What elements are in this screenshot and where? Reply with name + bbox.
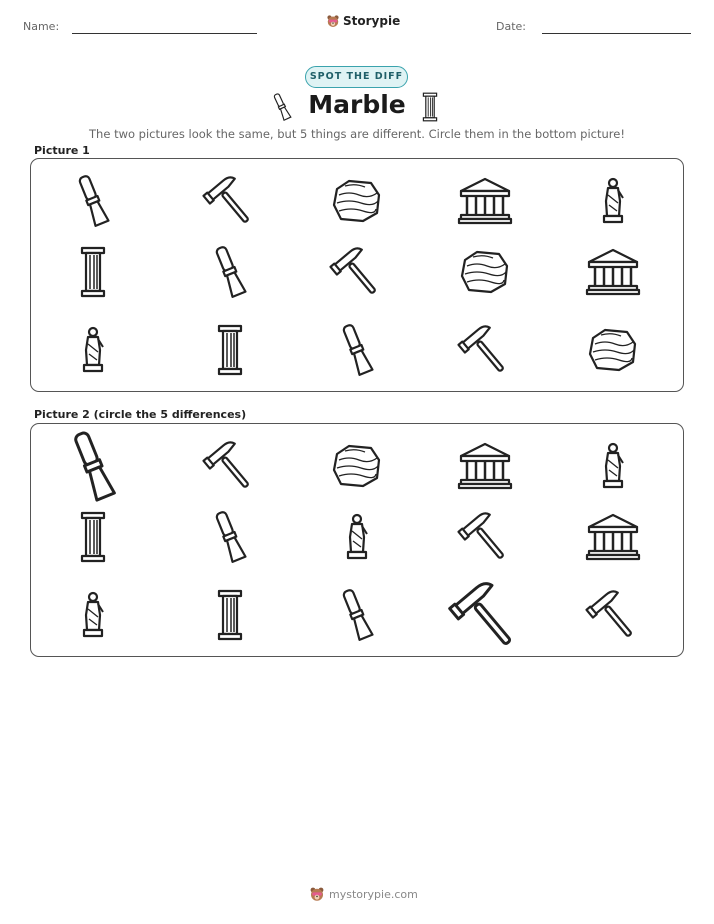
marble-block-icon <box>455 242 515 302</box>
grid-cell[interactable] <box>200 585 260 645</box>
marble-block-icon <box>327 171 387 231</box>
grid-cell[interactable] <box>63 242 123 302</box>
hammer-icon <box>445 575 526 656</box>
temple-icon <box>455 436 515 496</box>
column-icon <box>200 320 260 380</box>
grid-cell[interactable] <box>63 585 123 645</box>
grid-cell[interactable] <box>327 320 387 380</box>
grid-cell[interactable] <box>200 436 260 496</box>
marble-block-icon <box>327 436 387 496</box>
picture-2-label: Picture 2 (circle the 5 differences) <box>34 408 247 421</box>
grid-cell[interactable] <box>200 242 260 302</box>
grid-cell[interactable] <box>200 507 260 567</box>
brand-logo <box>326 14 400 28</box>
spot-the-diff-badge: SPOT THE DIFF <box>305 66 408 88</box>
grid-cell[interactable] <box>63 320 123 380</box>
grid-cell[interactable] <box>455 171 515 231</box>
column-icon <box>420 92 440 122</box>
grid-cell[interactable] <box>53 426 134 507</box>
name-line[interactable] <box>72 33 257 34</box>
picture-1-label: Picture 1 <box>34 144 90 157</box>
grid-cell[interactable] <box>583 585 643 645</box>
name-label: Name: <box>23 20 60 33</box>
chisel-icon <box>200 507 260 567</box>
grid-cell[interactable] <box>455 507 515 567</box>
hammer-icon <box>327 242 387 302</box>
hammer-icon <box>455 320 515 380</box>
grid-cell[interactable] <box>583 320 643 380</box>
grid-cell[interactable] <box>583 171 643 231</box>
grid-cell[interactable] <box>200 320 260 380</box>
grid-cell[interactable] <box>455 320 515 380</box>
grid-cell[interactable] <box>327 242 387 302</box>
footer <box>309 886 418 902</box>
storypie-bear-icon <box>309 886 325 902</box>
chisel-icon <box>327 320 387 380</box>
grid-cell[interactable] <box>583 507 643 567</box>
grid-cell[interactable] <box>455 436 515 496</box>
grid-cell[interactable] <box>583 436 643 496</box>
storypie-bear-icon <box>326 14 340 28</box>
hammer-icon <box>200 436 260 496</box>
chisel-icon <box>63 171 123 231</box>
footer-site: mystorypie.com <box>329 887 418 901</box>
grid-cell[interactable] <box>327 436 387 496</box>
grid-cell[interactable] <box>327 171 387 231</box>
grid-cell[interactable] <box>327 507 387 567</box>
hammer-icon <box>455 507 515 567</box>
date-line[interactable] <box>542 33 691 34</box>
temple-icon <box>583 242 643 302</box>
grid-cell[interactable] <box>63 507 123 567</box>
statue-icon <box>583 171 643 231</box>
grid-cell[interactable] <box>200 171 260 231</box>
worksheet-title: Marble <box>308 90 406 119</box>
chisel-icon <box>327 585 387 645</box>
grid-cell[interactable] <box>63 171 123 231</box>
column-icon <box>200 585 260 645</box>
instructions: The two pictures look the same, but 5 things are different. Circle them in the bottom picture! <box>89 127 625 141</box>
statue-icon <box>583 436 643 496</box>
hammer-icon <box>583 585 643 645</box>
brand-name: Storypie <box>343 14 401 28</box>
date-label: Date: <box>496 20 526 33</box>
grid-cell[interactable] <box>455 242 515 302</box>
grid-cell[interactable] <box>445 575 526 656</box>
chisel-icon <box>53 426 134 507</box>
column-icon <box>63 507 123 567</box>
grid-cell[interactable] <box>583 242 643 302</box>
chisel-icon <box>271 92 293 122</box>
temple-icon <box>583 507 643 567</box>
temple-icon <box>455 171 515 231</box>
statue-icon <box>63 320 123 380</box>
grid-cell[interactable] <box>327 585 387 645</box>
marble-block-icon <box>583 320 643 380</box>
chisel-icon <box>200 242 260 302</box>
statue-icon <box>327 507 387 567</box>
hammer-icon <box>200 171 260 231</box>
statue-icon <box>63 585 123 645</box>
column-icon <box>63 242 123 302</box>
